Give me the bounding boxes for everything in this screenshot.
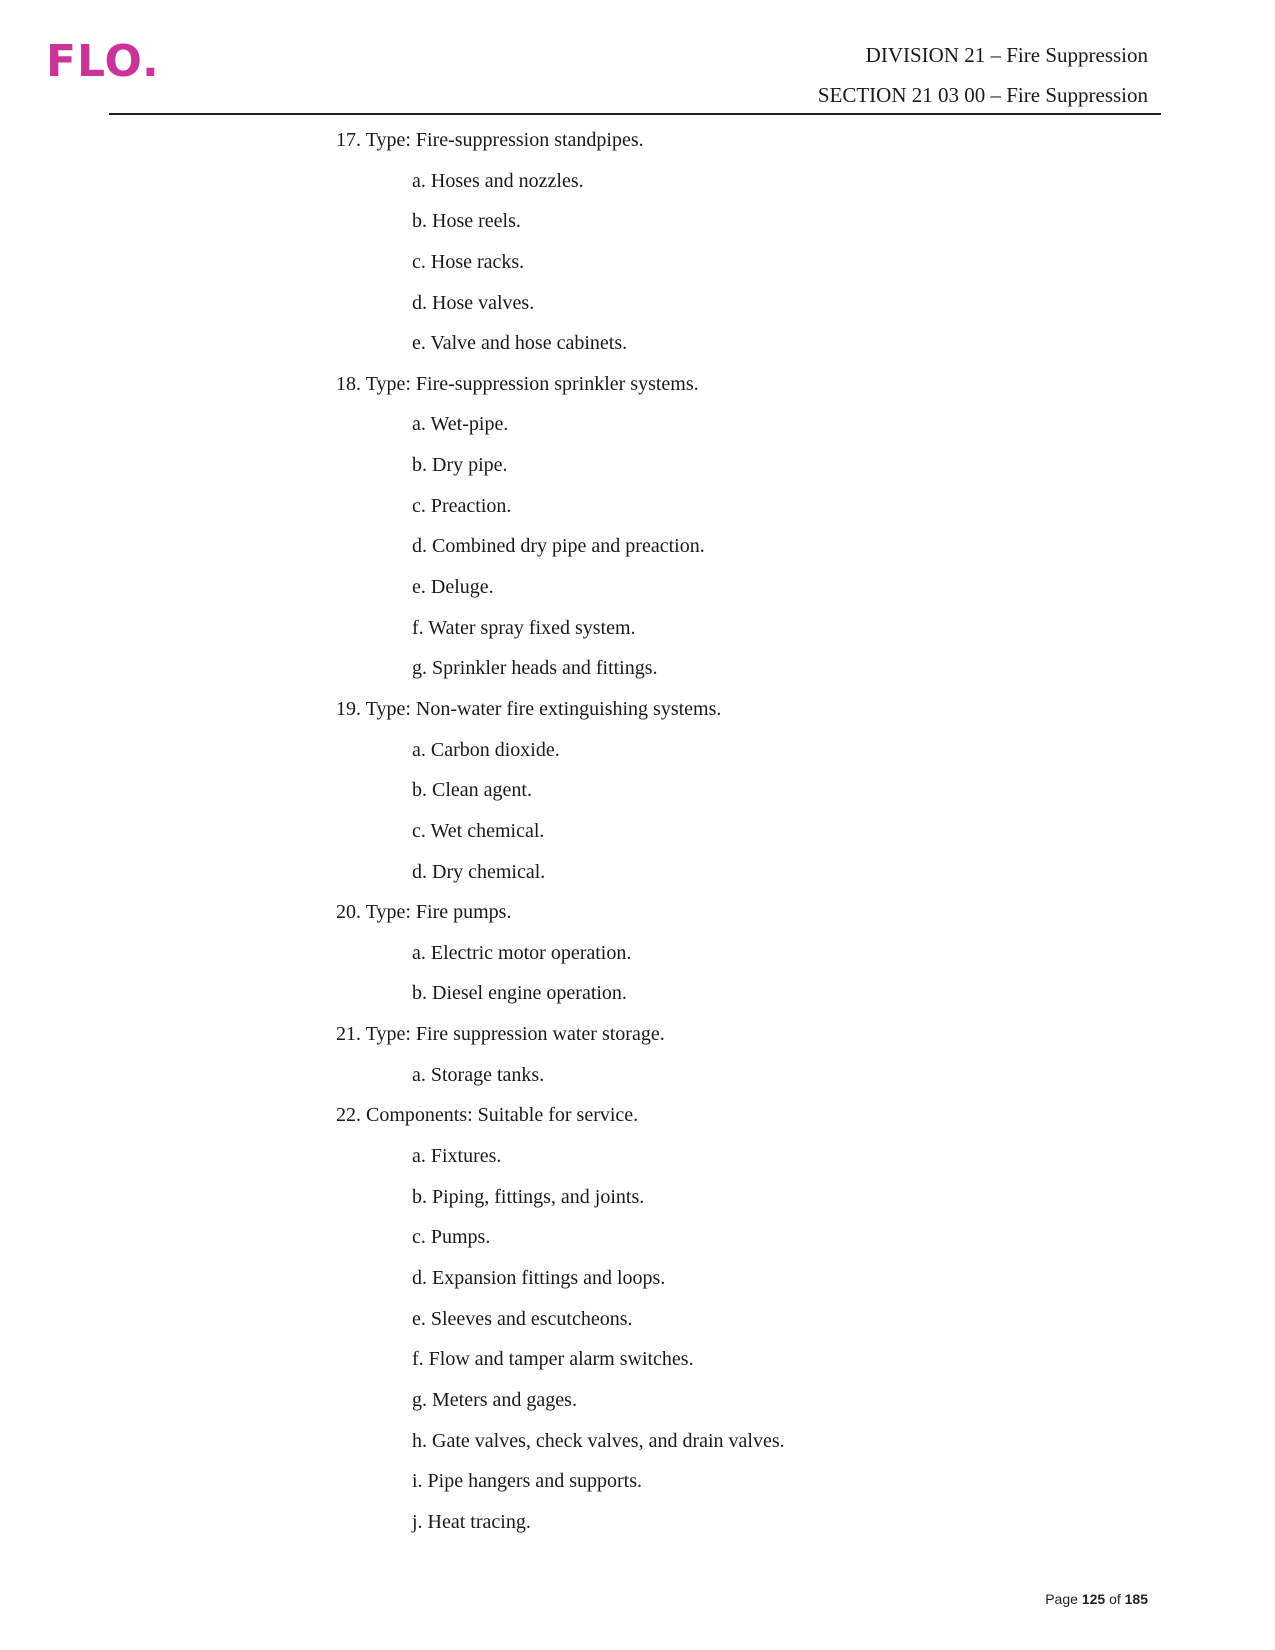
sub-item: a. Electric motor operation. bbox=[412, 941, 632, 964]
list-item: 21. Type: Fire suppression water storage. bbox=[336, 1023, 665, 1046]
sub-item: c. Hose racks. bbox=[412, 250, 525, 273]
sub-item: h. Gate valves, check valves, and drain valves. bbox=[412, 1429, 785, 1452]
page-label: Page bbox=[1045, 1591, 1078, 1607]
sub-item: e. Valve and hose cabinets. bbox=[412, 332, 628, 355]
sub-item: g. Meters and gages. bbox=[412, 1388, 577, 1411]
sub-item: b. Clean agent. bbox=[412, 779, 532, 802]
header-divider bbox=[109, 113, 1161, 115]
sub-item: d. Hose valves. bbox=[412, 291, 535, 314]
sub-item: a. Wet-pipe. bbox=[412, 413, 509, 436]
list-item: 22. Components: Suitable for service. bbox=[336, 1104, 639, 1127]
page-number bbox=[1045, 1591, 1148, 1607]
sub-item: f. Flow and tamper alarm switches. bbox=[412, 1348, 694, 1371]
sub-item: c. Wet chemical. bbox=[412, 819, 545, 842]
list-item: 18. Type: Fire-suppression sprinkler systems. bbox=[336, 372, 699, 395]
page-current: 125 bbox=[1081, 1591, 1106, 1607]
sub-item: j. Heat tracing. bbox=[412, 1510, 531, 1533]
sub-item: d. Dry chemical. bbox=[412, 860, 546, 883]
sub-item: b. Dry pipe. bbox=[412, 454, 508, 477]
list-item: 20. Type: Fire pumps. bbox=[336, 901, 512, 924]
sub-item: i. Pipe hangers and supports. bbox=[412, 1470, 642, 1493]
division-title: DIVISION 21 – Fire Suppression bbox=[865, 43, 1148, 67]
sub-item: d. Combined dry pipe and preaction. bbox=[412, 535, 705, 558]
sub-item: c. Preaction. bbox=[412, 494, 512, 517]
sub-item: a. Storage tanks. bbox=[412, 1063, 545, 1086]
list-item: 19. Type: Non-water fire extinguishing systems. bbox=[336, 697, 722, 720]
sub-item: e. Deluge. bbox=[412, 576, 494, 599]
sub-item: a. Fixtures. bbox=[412, 1145, 502, 1168]
sub-item: g. Sprinkler heads and fittings. bbox=[412, 657, 658, 680]
sub-item: d. Expansion fittings and loops. bbox=[412, 1266, 666, 1289]
sub-item: a. Carbon dioxide. bbox=[412, 738, 560, 761]
sub-item: b. Hose reels. bbox=[412, 210, 521, 233]
page-total: 185 bbox=[1124, 1591, 1148, 1607]
sub-item: b. Piping, fittings, and joints. bbox=[412, 1185, 645, 1208]
flo-logo: FLO. bbox=[46, 36, 160, 87]
list-item: 17. Type: Fire-suppression standpipes. bbox=[336, 129, 644, 151]
sub-item: e. Sleeves and escutcheons. bbox=[412, 1307, 633, 1330]
spec-list bbox=[336, 129, 785, 1551]
sub-item: a. Hoses and nozzles. bbox=[412, 169, 584, 192]
sub-item: f. Water spray fixed system. bbox=[412, 616, 636, 639]
of-label: of bbox=[1109, 1591, 1121, 1607]
sub-item: b. Diesel engine operation. bbox=[412, 982, 627, 1005]
section-title: SECTION 21 03 00 – Fire Suppression bbox=[817, 83, 1148, 107]
sub-item: c. Pumps. bbox=[412, 1226, 491, 1249]
